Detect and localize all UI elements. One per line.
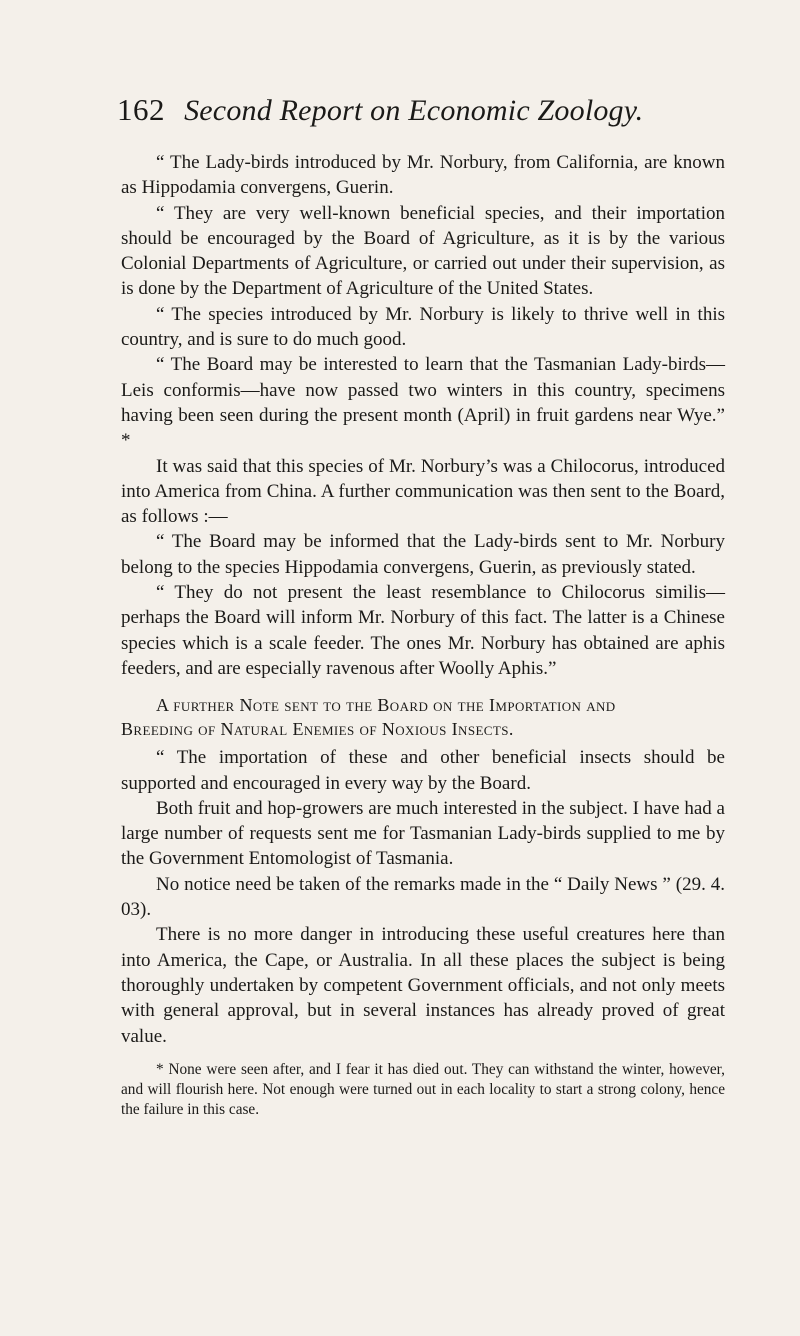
paragraph: It was said that this species of Mr. Norbury’s was a Chilocorus, introduced into America from China. A further communication was then sent to the Board, as follows :— <box>121 455 725 528</box>
paragraph: “ The importation of these and other beneficial insects should be supported and encouraged in every way by the Board. <box>121 747 725 794</box>
paragraph: Both fruit and hop-growers are much interested in the subject. I have had a large number of requests sent me for Tasmanian Lady-birds supplied to me by the Government Entomologist of Tasmania. <box>121 797 725 870</box>
page-header <box>117 92 737 142</box>
paragraph: “ The species introduced by Mr. Norbury is likely to thrive well in this country, and is sure to do much good. <box>121 303 725 351</box>
paragraph: There is no more danger in introducing these useful creatures here than into America, the Cape, or Australia. In all these places the subject is being thoroughly undertaken by competent Government officials, and not only meets with general approval, but in several instances has already proved of great value. <box>121 924 725 1047</box>
paragraph: “ They are very well-known beneficial species, and their importation should be encouraged by the Board of Agriculture, as it is by the various Colonial Departments of Agriculture, or carried out under their supervision, as is done by the Department of Agriculture of the United States. <box>121 202 725 300</box>
section-heading-line-1: A further Note sent to the Board on the Importation and <box>156 695 616 716</box>
paragraph: “ The Board may be informed that the Lady-birds sent to Mr. Norbury belong to the species Hippodamia convergens, Guerin, as previously stated. <box>121 531 725 578</box>
paragraph: “ The Lady-birds introduced by Mr. Norbury, from California, are known as Hippodamia convergens, Guerin. <box>121 152 725 199</box>
paragraph: “ The Board may be interested to learn that the Tasmanian Lady-birds—Leis conformis—have now passed two winters in this country, specimens having been seen during the present month (April) in fruit gardens near Wye.” * <box>121 354 725 452</box>
paragraph: No notice need be taken of the remarks made in the “ Daily News ” (29. 4. 03). <box>121 873 725 921</box>
paragraph: “ They do not present the least resemblance to Chilocorus similis— perhaps the Board will inform Mr. Norbury of this fact. The latter is a Chinese species which is a scale feeder. The ones Mr. Norbury has obtained are aphis feeders, and are especially ravenous after Woolly Aphis.” <box>121 582 725 679</box>
footnote-text: * None were seen after, and I fear it has died out. They can withstand the winter, however, and will flourish here. Not enough were turned out in each locality to start a strong colony, hence the failure in this case. <box>121 1060 725 1118</box>
footnote <box>121 1060 725 1120</box>
page-number: 162 <box>117 92 165 127</box>
body-text <box>121 150 725 1120</box>
section-heading-line-2: Breeding of Natural Enemies of Noxious Insects. <box>121 719 514 740</box>
section-heading <box>121 693 725 741</box>
running-title: Second Report on Economic Zoology. <box>184 94 644 127</box>
